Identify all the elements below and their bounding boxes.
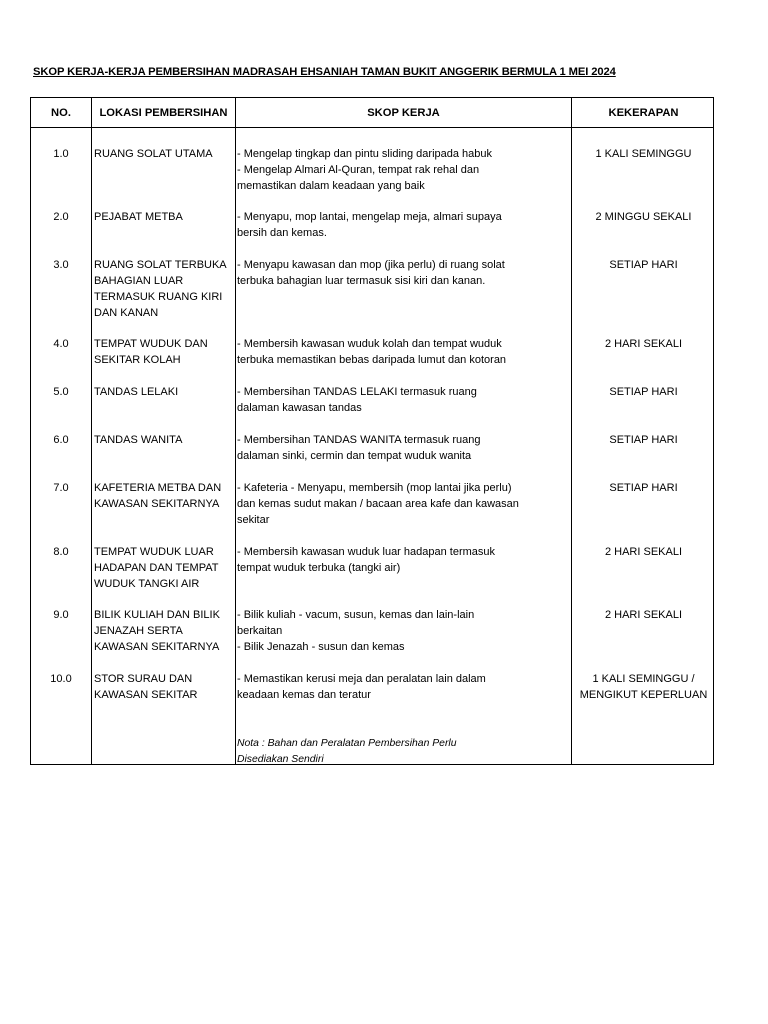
cell-kekerapan xyxy=(572,544,715,560)
note-line: Nota : Bahan dan Peralatan Pembersihan Perlu xyxy=(237,738,457,749)
cell-no xyxy=(31,336,91,352)
cell-skop xyxy=(237,209,570,241)
cell-kekerapan xyxy=(572,432,715,448)
lokasi-line: JENAZAH SERTA xyxy=(94,625,183,637)
skop-line: - Menyapu kawasan dan mop (jika perlu) di ruang solat xyxy=(237,259,505,271)
cell-kekerapan xyxy=(572,671,715,703)
cell-kekerapan xyxy=(572,257,715,273)
kekerapan-line: SETIAP HARI xyxy=(609,434,678,446)
lokasi-line: HADAPAN DAN TEMPAT xyxy=(94,562,219,574)
skop-line: - Kafeteria - Menyapu, membersih (mop lantai jika perlu) xyxy=(237,482,512,494)
cell-lokasi xyxy=(94,146,234,162)
cell-no xyxy=(31,209,91,225)
skop-line: dalaman kawasan tandas xyxy=(237,402,362,414)
kekerapan-line: 1 KALI SEMINGGU xyxy=(595,148,692,160)
cell-skop xyxy=(237,607,570,655)
no-line: 6.0 xyxy=(53,434,69,446)
cell-skop xyxy=(237,336,570,368)
cell-lokasi xyxy=(94,544,234,592)
no-line: 8.0 xyxy=(53,546,69,558)
skop-line: - Membersihan TANDAS WANITA termasuk ruang xyxy=(237,434,481,446)
cell-no xyxy=(31,384,91,400)
cell-lokasi xyxy=(94,480,234,512)
cell-skop xyxy=(237,146,570,194)
lokasi-line: BAHAGIAN LUAR xyxy=(94,275,184,287)
lokasi-line: KAWASAN SEKITARNYA xyxy=(94,641,220,653)
cell-no xyxy=(31,671,91,687)
skop-line: sekitar xyxy=(237,514,270,526)
cell-no xyxy=(31,432,91,448)
lokasi-line: RUANG SOLAT UTAMA xyxy=(94,148,213,160)
cell-skop xyxy=(237,544,570,576)
skop-line: tempat wuduk terbuka (tangki air) xyxy=(237,562,401,574)
skop-line: - Membersihan TANDAS LELAKI termasuk ruang xyxy=(237,386,477,398)
kekerapan-line: 2 HARI SEKALI xyxy=(604,609,683,621)
lokasi-line: TERMASUK RUANG KIRI xyxy=(94,291,223,303)
skop-line: terbuka memastikan bebas daripada lumut dan kotoran xyxy=(237,354,507,366)
cell-lokasi xyxy=(94,209,234,225)
skop-line: - Mengelap Almari Al-Quran, tempat rak rehal dan xyxy=(237,164,480,176)
kekerapan-line: 2 HARI SEKALI xyxy=(604,338,683,350)
no-line: 3.0 xyxy=(53,259,69,271)
lokasi-line: RUANG SOLAT TERBUKA xyxy=(94,259,227,271)
header-lokasi: LOKASI PEMBERSIHAN xyxy=(99,106,228,119)
lokasi-line: KAWASAN SEKITARNYA xyxy=(94,498,220,510)
column-divider xyxy=(571,98,572,764)
no-line: 10.0 xyxy=(50,673,72,685)
no-line: 7.0 xyxy=(53,482,69,494)
cleaning-scope-table xyxy=(30,97,714,765)
lokasi-line: BILIK KULIAH DAN BILIK xyxy=(94,609,220,621)
no-line: 1.0 xyxy=(53,148,69,160)
lokasi-line: KAFETERIA METBA DAN xyxy=(94,482,222,494)
skop-line: bersih dan kemas. xyxy=(237,227,327,239)
cell-kekerapan xyxy=(572,146,715,162)
no-line: 9.0 xyxy=(53,609,69,621)
cell-kekerapan xyxy=(572,480,715,496)
skop-line: - Bilik Jenazah - susun dan kemas xyxy=(237,641,405,653)
cell-skop xyxy=(237,432,570,464)
kekerapan-line: SETIAP HARI xyxy=(609,259,678,271)
lokasi-line: KAWASAN SEKITAR xyxy=(94,689,198,701)
cell-kekerapan xyxy=(572,607,715,623)
cell-lokasi xyxy=(94,671,234,703)
cell-no xyxy=(31,544,91,560)
cell-kekerapan xyxy=(572,384,715,400)
skop-line: - Membersih kawasan wuduk luar hadapan termasuk xyxy=(237,546,496,558)
header-no: NO. xyxy=(51,106,71,119)
cell-skop xyxy=(237,671,570,703)
column-divider xyxy=(91,98,92,764)
cell-skop xyxy=(237,257,570,289)
skop-line: memastikan dalam keadaan yang baik xyxy=(237,180,425,192)
cell-lokasi xyxy=(94,432,234,448)
kekerapan-line: MENGIKUT KEPERLUAN xyxy=(579,689,708,701)
cell-skop xyxy=(237,480,570,528)
lokasi-line: TANDAS WANITA xyxy=(94,434,183,446)
skop-line: dalaman sinki, cermin dan tempat wuduk wanita xyxy=(237,450,472,462)
cell-no xyxy=(31,607,91,623)
note xyxy=(237,736,457,768)
header-divider xyxy=(31,127,713,128)
kekerapan-line: 2 MINGGU SEKALI xyxy=(595,211,692,223)
cell-kekerapan xyxy=(572,336,715,352)
lokasi-line: WUDUK TANGKI AIR xyxy=(94,578,200,590)
no-line: 4.0 xyxy=(53,338,69,350)
note-line: Disediakan Sendiri xyxy=(237,754,324,765)
skop-line: - Menyapu, mop lantai, mengelap meja, almari supaya xyxy=(237,211,502,223)
header-kekerapan: KEKERAPAN xyxy=(608,106,679,119)
cell-no xyxy=(31,146,91,162)
kekerapan-line: SETIAP HARI xyxy=(609,386,678,398)
no-line: 2.0 xyxy=(53,211,69,223)
cell-lokasi xyxy=(94,257,234,321)
kekerapan-line: 1 KALI SEMINGGU / xyxy=(592,673,695,685)
skop-line: - Memastikan kerusi meja dan peralatan lain dalam xyxy=(237,673,486,685)
cell-lokasi xyxy=(94,384,234,400)
cell-kekerapan xyxy=(572,209,715,225)
column-divider xyxy=(235,98,236,764)
cell-no xyxy=(31,257,91,273)
cell-lokasi xyxy=(94,607,234,655)
lokasi-line: TEMPAT WUDUK DAN xyxy=(94,338,208,350)
lokasi-line: TANDAS LELAKI xyxy=(94,386,179,398)
lokasi-line: DAN KANAN xyxy=(94,307,159,319)
no-line: 5.0 xyxy=(53,386,69,398)
cell-skop xyxy=(237,384,570,416)
lokasi-line: SEKITAR KOLAH xyxy=(94,354,181,366)
skop-line: keadaan kemas dan teratur xyxy=(237,689,371,701)
cell-no xyxy=(31,480,91,496)
header-skop: SKOP KERJA xyxy=(367,106,440,119)
kekerapan-line: SETIAP HARI xyxy=(609,482,678,494)
skop-line: - Mengelap tingkap dan pintu sliding daripada habuk xyxy=(237,148,493,160)
lokasi-line: PEJABAT METBA xyxy=(94,211,183,223)
lokasi-line: STOR SURAU DAN xyxy=(94,673,193,685)
skop-line: dan kemas sudut makan / bacaan area kafe dan kawasan xyxy=(237,498,519,510)
skop-line: terbuka bahagian luar termasuk sisi kiri dan kanan. xyxy=(237,275,486,287)
kekerapan-line: 2 HARI SEKALI xyxy=(604,546,683,558)
document-title: SKOP KERJA-KERJA PEMBERSIHAN MADRASAH EHSANIAH TAMAN BUKIT ANGGERIK BERMULA 1 MEI 2024 xyxy=(33,66,616,78)
lokasi-line: TEMPAT WUDUK LUAR xyxy=(94,546,214,558)
skop-line: - Membersih kawasan wuduk kolah dan tempat wuduk xyxy=(237,338,502,350)
skop-line: berkaitan xyxy=(237,625,283,637)
skop-line: - Bilik kuliah - vacum, susun, kemas dan lain-lain xyxy=(237,609,475,621)
cell-lokasi xyxy=(94,336,234,368)
